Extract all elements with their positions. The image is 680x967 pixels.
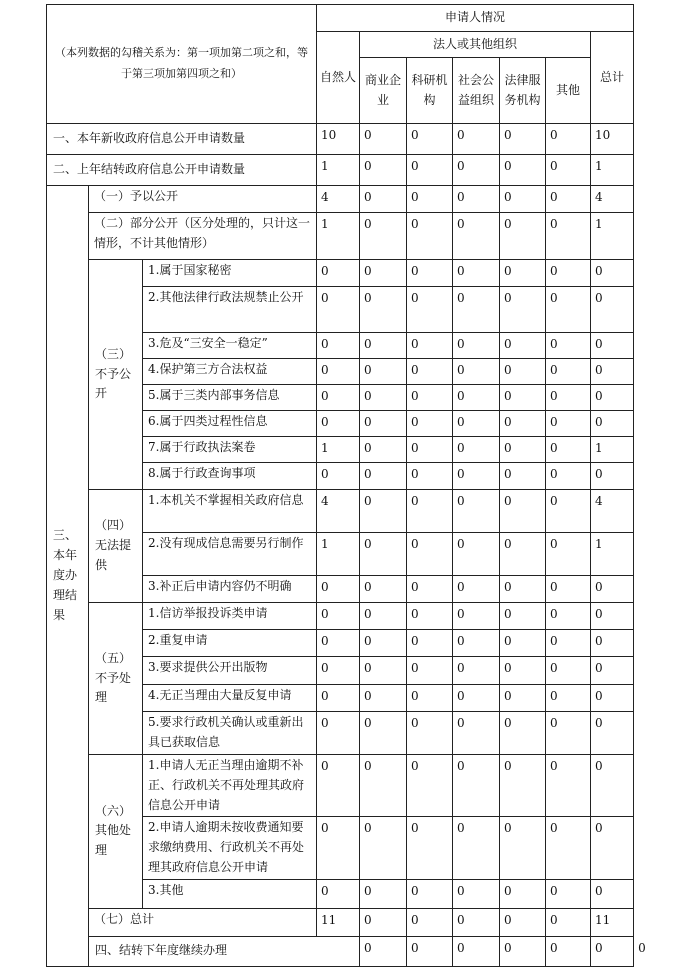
value-cell: 0 (546, 437, 591, 463)
value-cell: 0 (407, 603, 453, 630)
value-cell: 0 (453, 155, 500, 186)
header-natural-person: 自然人 (317, 32, 360, 124)
value-cell: 0 (591, 333, 634, 359)
value-cell: 0 (407, 657, 453, 685)
row-label: （七）总计 (89, 908, 317, 936)
value-cell: 11 (591, 908, 634, 936)
value-cell: 4 (591, 490, 634, 533)
value-cell: 4 (591, 186, 634, 213)
value-cell: 0 (360, 755, 407, 817)
value-cell: 0 (407, 879, 453, 908)
row-label: （二）部分公开（区分处理的，只计这一情形，不计其他情形） (89, 213, 317, 260)
value-cell: 1 (591, 213, 634, 260)
value-cell: 0 (546, 533, 591, 576)
value-cell: 0 (453, 333, 500, 359)
value-cell: 1 (591, 155, 634, 186)
group-5-label: （五）不予处理 (89, 603, 143, 755)
value-cell: 10 (591, 124, 634, 155)
value-cell: 1 (317, 155, 360, 186)
value-cell: 1 (591, 533, 634, 576)
value-cell: 0 (546, 463, 591, 490)
table-row (47, 155, 634, 186)
value-cell: 0 (500, 411, 546, 437)
value-cell: 0 (453, 908, 500, 936)
table-row (47, 186, 634, 213)
value-cell: 0 (407, 411, 453, 437)
value-cell: 0 (360, 186, 407, 213)
value-cell: 0 (360, 879, 407, 908)
value-cell: 0 (500, 359, 546, 385)
value-cell: 0 (500, 490, 546, 533)
value-cell: 10 (317, 124, 360, 155)
table-row (47, 260, 634, 287)
value-cell: 0 (500, 817, 546, 879)
value-cell: 0 (317, 603, 360, 630)
value-cell: 0 (546, 685, 591, 712)
value-cell: 0 (407, 385, 453, 411)
value-cell: 0 (453, 411, 500, 437)
value-cell: 0 (407, 630, 453, 657)
row-label: 4.保护第三方合法权益 (143, 359, 317, 385)
value-cell: 0 (360, 411, 407, 437)
value-cell: 0 (591, 260, 634, 287)
value-cell: 0 (407, 287, 453, 333)
value-cell: 0 (591, 385, 634, 411)
value-cell: 0 (546, 908, 591, 936)
value-cell: 0 (546, 287, 591, 333)
value-cell: 0 (360, 685, 407, 712)
value-cell: 0 (360, 463, 407, 490)
value-cell: 0 (500, 603, 546, 630)
value-cell: 0 (453, 287, 500, 333)
value-cell: 0 (360, 260, 407, 287)
value-cell: 0 (360, 630, 407, 657)
value-cell: 0 (317, 755, 360, 817)
value-cell: 0 (546, 213, 591, 260)
value-cell: 0 (546, 576, 591, 603)
row-label: 2.重复申请 (143, 630, 317, 657)
value-cell: 0 (407, 817, 453, 879)
value-cell: 0 (407, 186, 453, 213)
value-cell: 0 (546, 186, 591, 213)
value-cell: 0 (500, 463, 546, 490)
value-cell: 0 (317, 576, 360, 603)
row-label: 1.申请人无正当理由逾期不补正、行政机关不再处理其政府信息公开申请 (143, 755, 317, 817)
value-cell: 0 (407, 155, 453, 186)
row-label: 3.要求提供公开出版物 (143, 657, 317, 685)
value-cell: 0 (453, 817, 500, 879)
value-cell: 0 (317, 260, 360, 287)
value-cell: 0 (546, 712, 591, 755)
value-cell: 0 (360, 359, 407, 385)
row-label: 1.属于国家秘密 (143, 260, 317, 287)
table-row (47, 213, 634, 260)
value-cell: 0 (546, 411, 591, 437)
value-cell: 0 (317, 879, 360, 908)
value-cell: 0 (500, 124, 546, 155)
value-cell: 1 (317, 533, 360, 576)
value-cell: 0 (500, 755, 546, 817)
value-cell: 1 (317, 437, 360, 463)
value-cell: 0 (407, 333, 453, 359)
value-cell: 0 (500, 908, 546, 936)
value-cell: 0 (407, 576, 453, 603)
value-cell: 0 (407, 755, 453, 817)
value-cell: 0 (453, 437, 500, 463)
group-4-label: （四）无法提供 (89, 490, 143, 603)
value-cell: 0 (500, 437, 546, 463)
value-cell: 0 (360, 437, 407, 463)
value-cell: 0 (317, 385, 360, 411)
value-cell: 0 (500, 287, 546, 333)
value-cell: 0 (453, 630, 500, 657)
value-cell: 1 (317, 213, 360, 260)
value-cell: 0 (591, 411, 634, 437)
value-cell: 0 (546, 490, 591, 533)
value-cell: 0 (317, 333, 360, 359)
value-cell: 0 (407, 936, 453, 966)
value-cell: 0 (546, 603, 591, 630)
row-label: 7.属于行政执法案卷 (143, 437, 317, 463)
value-cell: 0 (500, 685, 546, 712)
row-label: 四、结转下年度继续办理 (89, 936, 360, 966)
value-cell: 0 (546, 124, 591, 155)
value-cell: 0 (407, 359, 453, 385)
value-cell: 0 (453, 359, 500, 385)
value-cell: 0 (546, 333, 591, 359)
table-row (47, 755, 634, 817)
value-cell: 0 (453, 213, 500, 260)
value-cell: 0 (500, 657, 546, 685)
value-cell: 0 (546, 817, 591, 879)
value-cell: 0 (453, 124, 500, 155)
row-label: 5.属于三类内部事务信息 (143, 385, 317, 411)
value-cell: 0 (360, 385, 407, 411)
value-cell: 0 (591, 576, 634, 603)
value-cell: 0 (407, 533, 453, 576)
value-cell: 0 (360, 490, 407, 533)
row-label: （一）予以公开 (89, 186, 317, 213)
value-cell: 0 (360, 333, 407, 359)
row-label: 1.本机关不掌握相关政府信息 (143, 490, 317, 533)
section-3-label: 三、本年度办理结果 (47, 186, 89, 967)
value-cell: 0 (317, 712, 360, 755)
value-cell: 0 (317, 359, 360, 385)
row-label: 1.信访举报投诉类申请 (143, 603, 317, 630)
value-cell: 0 (591, 359, 634, 385)
value-cell: 0 (360, 124, 407, 155)
value-cell: 0 (591, 817, 634, 879)
value-cell: 0 (453, 712, 500, 755)
value-cell: 0 (317, 287, 360, 333)
disclosure-stats-table (46, 4, 646, 967)
value-cell: 0 (453, 685, 500, 712)
row-label: 二、上年结转政府信息公开申请数量 (47, 155, 317, 186)
value-cell: 0 (453, 490, 500, 533)
value-cell: 0 (591, 287, 634, 333)
value-cell: 0 (500, 260, 546, 287)
value-cell: 0 (591, 603, 634, 630)
value-cell: 0 (500, 879, 546, 908)
value-cell: 0 (591, 630, 634, 657)
table-row: 四、结转下年度继续办理 0 0 0 0 0 0 0 (47, 936, 634, 966)
row-label: 3.其他 (143, 879, 317, 908)
value-cell: 0 (407, 463, 453, 490)
value-cell: 0 (546, 879, 591, 908)
value-cell: 0 (453, 385, 500, 411)
value-cell: 0 (500, 936, 546, 966)
value-cell: 0 (453, 603, 500, 630)
value-cell: 0 (453, 936, 500, 966)
value-cell: 0 (591, 685, 634, 712)
header-research: 科研机构 (407, 58, 453, 124)
value-cell: 0 (407, 124, 453, 155)
value-cell: 0 (407, 908, 453, 936)
value-cell: 0 (546, 155, 591, 186)
value-cell: 0 (546, 260, 591, 287)
value-cell: 0 (453, 186, 500, 213)
value-cell: 4 (317, 186, 360, 213)
value-cell: 0 (546, 630, 591, 657)
value-cell: 0 (317, 685, 360, 712)
value-cell: 0 (407, 685, 453, 712)
value-cell: 0 (360, 213, 407, 260)
value-cell: 0 (546, 755, 591, 817)
row-label: 3.危及“三安全一稳定” (143, 333, 317, 359)
value-cell: 0 (360, 533, 407, 576)
value-cell: 0 (317, 411, 360, 437)
value-cell: 0 (500, 186, 546, 213)
table-row (47, 490, 634, 533)
row-label: 2.没有现成信息需要另行制作 (143, 533, 317, 576)
value-cell: 0 (453, 755, 500, 817)
value-cell: 0 (500, 630, 546, 657)
value-cell: 0 (453, 657, 500, 685)
value-cell: 0 (591, 712, 634, 755)
value-cell: 0 (591, 755, 634, 817)
value-cell: 1 (591, 437, 634, 463)
value-cell: 0 (360, 603, 407, 630)
value-cell: 0 (407, 437, 453, 463)
value-cell: 0 (591, 657, 634, 685)
row-label: 5.要求行政机关确认或重新出具已获取信息 (143, 712, 317, 755)
value-cell: 0 (500, 333, 546, 359)
value-cell: 0 (546, 657, 591, 685)
value-cell: 0 (500, 533, 546, 576)
header-applicant-situation: 申请人情况 (317, 5, 634, 32)
value-cell: 0 (317, 817, 360, 879)
value-cell: 0 (453, 533, 500, 576)
header-legal-persons: 法人或其他组织 (360, 32, 591, 58)
group-3-label: （三）不予公开 (89, 260, 143, 490)
row-label: 6.属于四类过程性信息 (143, 411, 317, 437)
value-cell: 0 (360, 817, 407, 879)
value-cell: 0 (317, 463, 360, 490)
group-6-label: （六）其他处理 (89, 755, 143, 909)
value-cell: 0 (407, 712, 453, 755)
header-total: 总计 (591, 32, 634, 124)
value-cell: 0 (591, 879, 634, 908)
table-row (47, 908, 634, 936)
value-cell: 0 (360, 908, 407, 936)
value-cell: 0 (360, 155, 407, 186)
row-label: 8.属于行政查询事项 (143, 463, 317, 490)
header-note: （本列数据的勾稽关系为：第一项加第二项之和，等于第三项加第四项之和） (47, 5, 317, 124)
value-cell: 11 (317, 908, 360, 936)
table-row (47, 124, 634, 155)
value-cell: 0 (546, 385, 591, 411)
header-legal-service: 法律服务机构 (500, 58, 546, 124)
value-cell: 4 (317, 490, 360, 533)
value-cell: 0 (360, 576, 407, 603)
table-row (47, 603, 634, 630)
value-cell: 0 (453, 463, 500, 490)
value-cell: 0 (500, 576, 546, 603)
value-cell: 0 (453, 260, 500, 287)
value-cell: 0 (591, 936, 634, 966)
value-cell: 0 (407, 260, 453, 287)
header-commercial: 商业企业 (360, 58, 407, 124)
row-label: 3.补正后申请内容仍不明确 (143, 576, 317, 603)
value-cell: 0 (407, 213, 453, 260)
value-cell: 0 (317, 657, 360, 685)
value-cell: 0 (453, 576, 500, 603)
row-label: 2.其他法律行政法规禁止公开 (143, 287, 317, 333)
row-label: 4.无正当理由大量反复申请 (143, 685, 317, 712)
value-cell: 0 (500, 712, 546, 755)
row-label: 一、本年新收政府信息公开申请数量 (47, 124, 317, 155)
value-cell: 0 (500, 213, 546, 260)
value-cell: 0 (360, 287, 407, 333)
header-other: 其他 (546, 58, 591, 124)
value-cell: 0 (546, 936, 591, 966)
value-cell: 0 (591, 463, 634, 490)
value-cell: 0 (317, 630, 360, 657)
value-cell: 0 (360, 657, 407, 685)
value-cell: 0 (360, 712, 407, 755)
value-cell: 0 (546, 359, 591, 385)
value-cell: 0 (360, 936, 407, 966)
row-label: 2.申请人逾期未按收费通知要求缴纳费用、行政机关不再处理其政府信息公开申请 (143, 817, 317, 879)
value-cell: 0 (407, 490, 453, 533)
value-cell: 0 (453, 879, 500, 908)
header-social-welfare: 社会公益组织 (453, 58, 500, 124)
value-cell: 0 (500, 385, 546, 411)
value-cell: 0 (500, 155, 546, 186)
